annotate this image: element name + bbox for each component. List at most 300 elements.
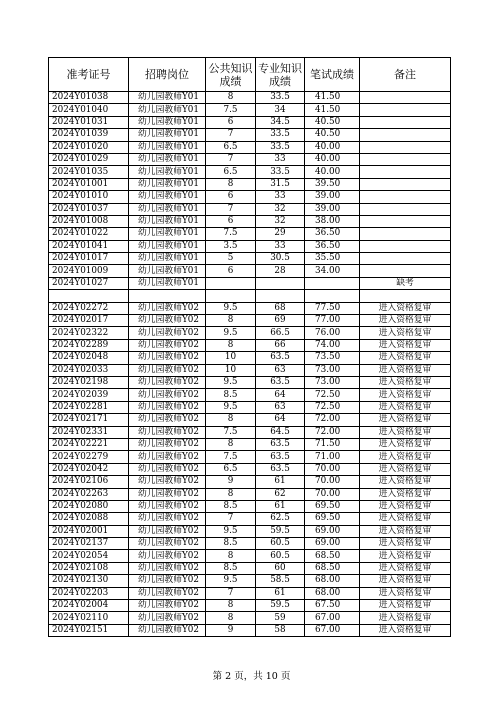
header-professional-score [256,58,305,92]
cell-public-score: 9 [206,624,256,636]
cell-public-score: 3.5 [206,240,256,252]
table-row [49,277,451,289]
cell-professional-score: 30.5 [256,253,305,265]
cell-post: 幼儿园教师Y02 [129,562,206,574]
cell-remark: 进入资格复审 [360,389,451,401]
cell-written-score: 74.00 [305,339,360,351]
cell-written-score: 36.50 [305,240,360,252]
table-row [49,92,451,104]
cell-remark: 进入资格复审 [360,302,451,314]
cell-exam-id: 2024Y02289 [49,339,129,351]
cell-exam-id: 2024Y01040 [49,104,129,116]
cell-exam-id: 2024Y02279 [49,451,129,463]
cell-post: 幼儿园教师Y01 [129,215,206,227]
cell-remark: 进入资格复审 [360,550,451,562]
cell-public-score: 7 [206,587,256,599]
cell-professional-score: 58.5 [256,575,305,587]
cell-written-score: 72.00 [305,426,360,438]
cell-post: 幼儿园教师Y02 [129,550,206,562]
table-row [49,414,451,426]
cell-written-score: 69.00 [305,525,360,537]
cell-exam-id: 2024Y02054 [49,550,129,562]
cell-written-score: 68.50 [305,562,360,574]
cell-public-score [206,277,256,289]
cell-post: 幼儿园教师Y01 [129,228,206,240]
table-row [49,339,451,351]
table-row [49,253,451,265]
cell-public-score: 9.5 [206,327,256,339]
cell-public-score: 7.5 [206,228,256,240]
cell-public-score: 8 [206,438,256,450]
cell-exam-id: 2024Y02017 [49,315,129,327]
table-row [49,612,451,624]
cell-remark [360,290,451,302]
cell-public-score: 7.5 [206,426,256,438]
cell-exam-id: 2024Y01029 [49,153,129,165]
cell-post: 幼儿园教师Y01 [129,116,206,128]
cell-remark [360,166,451,178]
cell-exam-id: 2024Y02151 [49,624,129,636]
cell-written-score: 34.00 [305,265,360,277]
cell-exam-id: 2024Y02130 [49,575,129,587]
cell-written-score: 40.50 [305,129,360,141]
cell-post: 幼儿园教师Y01 [129,191,206,203]
cell-exam-id: 2024Y02263 [49,488,129,500]
cell-professional-score: 29 [256,228,305,240]
cell-written-score: 72.00 [305,414,360,426]
cell-remark: 进入资格复审 [360,562,451,574]
table-row [49,364,451,376]
table-row [49,178,451,190]
cell-written-score: 77.00 [305,315,360,327]
cell-written-score: 70.00 [305,476,360,488]
cell-remark [360,178,451,190]
cell-public-score: 6 [206,265,256,277]
cell-exam-id: 2024Y02110 [49,612,129,624]
cell-professional-score: 59.5 [256,600,305,612]
cell-remark: 进入资格复审 [360,538,451,550]
cell-remark [360,92,451,104]
table-row [49,463,451,475]
cell-professional-score: 31.5 [256,178,305,190]
cell-post: 幼儿园教师Y02 [129,302,206,314]
cell-written-score: 70.00 [305,463,360,475]
cell-post: 幼儿园教师Y01 [129,253,206,265]
cell-public-score: 7.5 [206,104,256,116]
table-row [49,624,451,636]
cell-remark [360,203,451,215]
cell-professional-score: 63 [256,364,305,376]
cell-post: 幼儿园教师Y02 [129,587,206,599]
cell-public-score: 9.5 [206,525,256,537]
cell-post: 幼儿园教师Y01 [129,277,206,289]
cell-professional-score: 61 [256,500,305,512]
cell-written-score: 73.00 [305,364,360,376]
cell-professional-score: 62.5 [256,513,305,525]
table-row [49,191,451,203]
cell-public-score: 10 [206,352,256,364]
cell-public-score: 7 [206,203,256,215]
cell-professional-score: 61 [256,587,305,599]
cell-post: 幼儿园教师Y02 [129,315,206,327]
cell-written-score: 77.50 [305,302,360,314]
table-row [49,451,451,463]
cell-remark: 进入资格复审 [360,600,451,612]
cell-post: 幼儿园教师Y02 [129,612,206,624]
table-row [49,203,451,215]
cell-exam-id: 2024Y02048 [49,352,129,364]
cell-public-score: 7.5 [206,451,256,463]
cell-written-score: 68.50 [305,550,360,562]
cell-remark: 进入资格复审 [360,414,451,426]
cell-exam-id: 2024Y02203 [49,587,129,599]
cell-remark: 进入资格复审 [360,352,451,364]
table-row [49,476,451,488]
cell-remark: 进入资格复审 [360,476,451,488]
header-written-score: 笔试成绩 [305,58,360,92]
cell-post: 幼儿园教师Y02 [129,352,206,364]
cell-public-score: 9 [206,476,256,488]
cell-remark [360,215,451,227]
cell-exam-id: 2024Y02039 [49,389,129,401]
cell-post: 幼儿园教师Y02 [129,376,206,388]
table-row [49,488,451,500]
cell-exam-id: 2024Y02171 [49,414,129,426]
cell-remark: 进入资格复审 [360,612,451,624]
cell-post: 幼儿园教师Y02 [129,538,206,550]
cell-post: 幼儿园教师Y02 [129,414,206,426]
cell-public-score: 6 [206,116,256,128]
cell-public-score: 6.5 [206,141,256,153]
cell-written-score: 69.50 [305,500,360,512]
cell-remark [360,240,451,252]
cell-exam-id: 2024Y02080 [49,500,129,512]
table-row [49,166,451,178]
cell-professional-score: 66.5 [256,327,305,339]
cell-public-score: 8 [206,612,256,624]
cell-post: 幼儿园教师Y01 [129,240,206,252]
cell-professional-score: 63.5 [256,438,305,450]
cell-professional-score: 61 [256,476,305,488]
cell-post: 幼儿园教师Y01 [129,166,206,178]
cell-professional-score: 62 [256,488,305,500]
cell-exam-id: 2024Y01039 [49,129,129,141]
cell-exam-id: 2024Y01008 [49,215,129,227]
cell-written-score: 70.00 [305,488,360,500]
cell-exam-id: 2024Y02331 [49,426,129,438]
cell-remark [360,129,451,141]
cell-post: 幼儿园教师Y01 [129,265,206,277]
cell-post: 幼儿园教师Y02 [129,438,206,450]
cell-post: 幼儿园教师Y02 [129,426,206,438]
cell-professional-score: 63.5 [256,352,305,364]
cell-remark: 进入资格复审 [360,401,451,413]
cell-written-score: 73.50 [305,352,360,364]
cell-exam-id: 2024Y01041 [49,240,129,252]
cell-remark [360,116,451,128]
table-row [49,500,451,512]
cell-public-score: 8 [206,488,256,500]
cell-post [129,290,206,302]
cell-remark: 进入资格复审 [360,364,451,376]
cell-written-score: 40.00 [305,166,360,178]
cell-post: 幼儿园教师Y02 [129,401,206,413]
cell-written-score: 40.00 [305,141,360,153]
cell-remark: 缺考 [360,277,451,289]
cell-public-score: 8 [206,92,256,104]
cell-written-score: 39.00 [305,203,360,215]
cell-remark: 进入资格复审 [360,463,451,475]
cell-remark [360,228,451,240]
cell-professional-score [256,290,305,302]
cell-public-score: 5 [206,253,256,265]
cell-post: 幼儿园教师Y02 [129,500,206,512]
table-row [49,215,451,227]
cell-written-score: 69.00 [305,538,360,550]
header-post: 招聘岗位 [129,58,206,92]
page-footer: 第 2 页，共 10 页 [212,671,291,682]
cell-public-score: 8 [206,339,256,351]
cell-professional-score: 60 [256,562,305,574]
table-row [49,525,451,537]
cell-professional-score: 64 [256,414,305,426]
cell-written-score: 73.00 [305,376,360,388]
cell-professional-score: 66 [256,339,305,351]
cell-exam-id: 2024Y02033 [49,364,129,376]
cell-professional-score: 64 [256,389,305,401]
cell-public-score: 8.5 [206,500,256,512]
cell-exam-id: 2024Y02042 [49,463,129,475]
cell-remark: 进入资格复审 [360,315,451,327]
cell-public-score [206,290,256,302]
table-row [49,228,451,240]
cell-public-score: 8 [206,414,256,426]
cell-remark [360,153,451,165]
cell-post: 幼儿园教师Y02 [129,513,206,525]
cell-professional-score: 63.5 [256,376,305,388]
cell-post: 幼儿园教师Y01 [129,178,206,190]
cell-post: 幼儿园教师Y02 [129,389,206,401]
cell-professional-score: 63.5 [256,451,305,463]
cell-public-score: 8.5 [206,389,256,401]
cell-remark: 进入资格复审 [360,500,451,512]
cell-written-score: 68.00 [305,587,360,599]
cell-exam-id: 2024Y02322 [49,327,129,339]
table-row [49,426,451,438]
cell-remark: 进入资格复审 [360,575,451,587]
cell-post: 幼儿园教师Y02 [129,575,206,587]
cell-professional-score: 33 [256,191,305,203]
cell-written-score: 40.50 [305,116,360,128]
cell-professional-score: 32 [256,215,305,227]
cell-professional-score: 60.5 [256,550,305,562]
header-professional-score-text: 专业知识 成绩 [258,61,302,88]
cell-professional-score: 58 [256,624,305,636]
cell-written-score: 41.50 [305,104,360,116]
cell-post: 幼儿园教师Y02 [129,624,206,636]
cell-post: 幼儿园教师Y01 [129,153,206,165]
table-row [49,116,451,128]
cell-exam-id: 2024Y02221 [49,438,129,450]
cell-remark: 进入资格复审 [360,376,451,388]
cell-exam-id: 2024Y02108 [49,562,129,574]
cell-post: 幼儿园教师Y01 [129,129,206,141]
cell-professional-score: 64.5 [256,426,305,438]
cell-professional-score: 63 [256,401,305,413]
cell-remark [360,265,451,277]
cell-exam-id: 2024Y01038 [49,92,129,104]
table-row [49,302,451,314]
header-public-score [206,58,256,92]
cell-written-score: 71.50 [305,438,360,450]
cell-public-score: 7 [206,129,256,141]
cell-public-score: 8.5 [206,562,256,574]
header-remark: 备注 [360,58,451,92]
cell-exam-id: 2024Y01009 [49,265,129,277]
cell-exam-id: 2024Y02088 [49,513,129,525]
cell-exam-id: 2024Y01010 [49,191,129,203]
header-public-score-text: 公共知识 成绩 [208,61,253,88]
table-row [49,315,451,327]
cell-exam-id: 2024Y02198 [49,376,129,388]
cell-post: 幼儿园教师Y02 [129,488,206,500]
table-row [49,104,451,116]
cell-exam-id: 2024Y02137 [49,538,129,550]
cell-public-score: 8 [206,550,256,562]
table-row [49,438,451,450]
cell-written-score: 39.50 [305,178,360,190]
cell-professional-score: 33.5 [256,141,305,153]
cell-exam-id: 2024Y01037 [49,203,129,215]
cell-written-score: 39.00 [305,191,360,203]
cell-public-score: 8 [206,178,256,190]
table-row [49,538,451,550]
cell-exam-id: 2024Y02281 [49,401,129,413]
cell-remark: 进入资格复审 [360,451,451,463]
cell-post: 幼儿园教师Y01 [129,92,206,104]
cell-post: 幼儿园教师Y01 [129,203,206,215]
cell-professional-score: 33.5 [256,129,305,141]
cell-exam-id: 2024Y02106 [49,476,129,488]
cell-written-score: 72.50 [305,389,360,401]
table-row [49,389,451,401]
table-row [49,265,451,277]
cell-written-score [305,277,360,289]
cell-public-score: 6 [206,191,256,203]
cell-written-score: 71.00 [305,451,360,463]
table-row [49,550,451,562]
cell-public-score: 10 [206,364,256,376]
cell-post: 幼儿园教师Y02 [129,525,206,537]
cell-professional-score: 33 [256,153,305,165]
cell-professional-score: 69 [256,315,305,327]
cell-remark: 进入资格复审 [360,624,451,636]
cell-professional-score: 59.5 [256,525,305,537]
cell-written-score: 68.00 [305,575,360,587]
cell-post: 幼儿园教师Y02 [129,476,206,488]
cell-public-score: 6.5 [206,166,256,178]
cell-written-score: 67.00 [305,624,360,636]
cell-public-score: 8 [206,600,256,612]
cell-professional-score: 60.5 [256,538,305,550]
cell-remark [360,104,451,116]
cell-exam-id: 2024Y02272 [49,302,129,314]
table-row [49,575,451,587]
cell-exam-id: 2024Y01035 [49,166,129,178]
cell-exam-id [49,290,129,302]
cell-professional-score: 33.5 [256,166,305,178]
table-row [49,562,451,574]
cell-written-score: 41.50 [305,92,360,104]
cell-exam-id: 2024Y01001 [49,178,129,190]
cell-exam-id: 2024Y02004 [49,600,129,612]
cell-post: 幼儿园教师Y02 [129,364,206,376]
cell-professional-score: 59 [256,612,305,624]
cell-remark: 进入资格复审 [360,438,451,450]
cell-exam-id: 2024Y01017 [49,253,129,265]
table-row [49,352,451,364]
cell-exam-id: 2024Y02001 [49,525,129,537]
cell-post: 幼儿园教师Y02 [129,451,206,463]
cell-post: 幼儿园教师Y02 [129,600,206,612]
cell-written-score: 38.00 [305,215,360,227]
cell-public-score: 9.5 [206,376,256,388]
header-exam-id: 准考证号 [49,58,129,92]
table-row [49,513,451,525]
cell-post: 幼儿园教师Y01 [129,141,206,153]
table-header-row [49,58,451,92]
cell-public-score: 7 [206,153,256,165]
cell-exam-id: 2024Y01031 [49,116,129,128]
table-row [49,141,451,153]
table-row [49,327,451,339]
score-table [48,57,451,637]
cell-public-score: 9.5 [206,575,256,587]
table-row [49,153,451,165]
cell-remark [360,253,451,265]
cell-public-score: 6.5 [206,463,256,475]
cell-post: 幼儿园教师Y02 [129,327,206,339]
cell-remark [360,191,451,203]
table-row [49,290,451,302]
cell-professional-score: 34.5 [256,116,305,128]
cell-professional-score: 68 [256,302,305,314]
cell-post: 幼儿园教师Y02 [129,463,206,475]
table-row [49,600,451,612]
table-row [49,240,451,252]
cell-professional-score: 28 [256,265,305,277]
cell-written-score: 40.00 [305,153,360,165]
table-row [49,129,451,141]
table-row [49,376,451,388]
cell-public-score: 6 [206,215,256,227]
cell-written-score: 35.50 [305,253,360,265]
cell-public-score: 9.5 [206,401,256,413]
cell-public-score: 8.5 [206,538,256,550]
cell-remark: 进入资格复审 [360,488,451,500]
table-body [49,92,451,637]
cell-professional-score: 33 [256,240,305,252]
cell-remark: 进入资格复审 [360,587,451,599]
cell-remark: 进入资格复审 [360,525,451,537]
cell-written-score: 69.50 [305,513,360,525]
cell-written-score: 67.00 [305,612,360,624]
cell-remark: 进入资格复审 [360,426,451,438]
cell-public-score: 9.5 [206,302,256,314]
table-row [49,587,451,599]
cell-written-score [305,290,360,302]
cell-exam-id: 2024Y01022 [49,228,129,240]
